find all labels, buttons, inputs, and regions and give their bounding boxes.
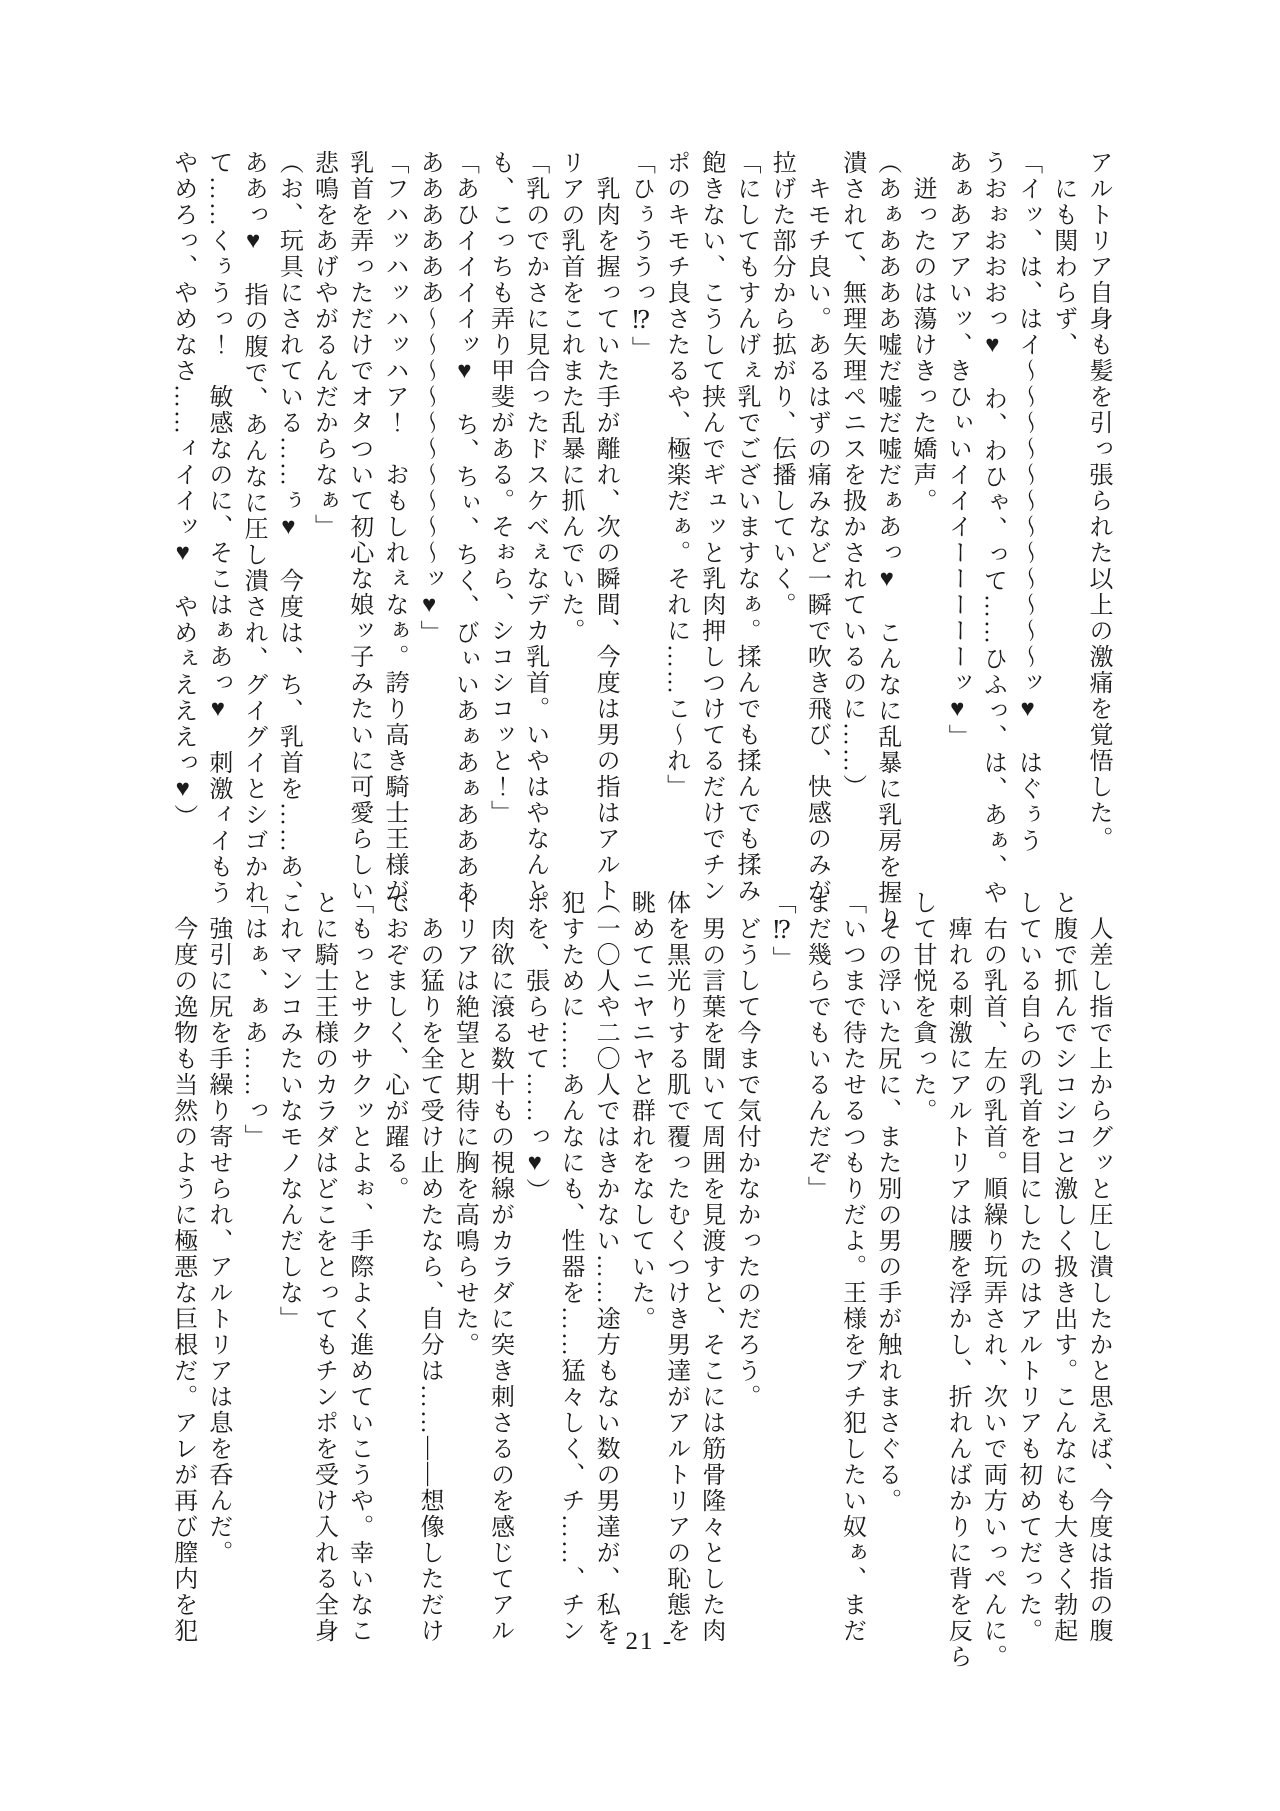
text-column: ポを、張らせて……っ♥） [521,890,548,1204]
text-column: 「ひぅううっ⁉」 [627,150,654,362]
text-column: ポのキモチ良さたるや、極楽だぁ。それに……こ～れ」 [662,150,689,800]
text-column: も、こっちも弄り甲斐がある。そぉら、シコシコッと！」 [486,150,513,826]
text-column: 男の言葉を聞いて周囲を見渡すと、そこには筋骨隆々とした肉 [697,916,724,1644]
text-column: 迸ったのは蕩けきった嬌声。 [908,176,935,514]
text-column: 体を黒光りする肌で覆ったむくつけき男達がアルトリアの恥態を [662,890,689,1644]
text-column: にも関わらず、 [1049,176,1076,358]
text-column: その浮いた尻に、また別の男の手が触れまさぐる。 [873,916,900,1514]
text-column: 「もっとサクサクッとよぉ、手際よく進めていこうや。幸いなこ [345,890,372,1644]
text-column: 「イッ、は、はイ～～～～～～～～～～～～ッ♥ はぐぅう [1014,150,1041,854]
text-column: あぁあアアいッ、きひぃいイイイーーーーーッ♥」 [944,150,971,750]
text-column: やめろっ、やめなさ……ィイイッ♥ やめぇえええっ♥） [169,150,196,830]
text-column: どうして今まで気付かなかったのだろう。 [732,916,759,1410]
text-column: して甘悦を貪った。 [908,890,935,1124]
text-column: まだ幾らでもいるんだぞ」 [803,890,830,1202]
text-column: 犯すために……あんなにも、性器を……猛々しく、チ……、チン [556,890,583,1644]
text-column: あの猛りを全て受け止めたなら、自分は……――想像しただけ [416,916,443,1644]
text-column: 肉欲に滾る数十もの視線がカラダに突き刺さるのを感じてアル [486,916,513,1644]
text-column: 今度の逸物も当然のように極悪な巨根だ。アレが再び膣内を犯 [169,916,196,1644]
text-column: 強引に尻を手繰り寄せられ、アルトリアは息を呑んだ。 [204,916,231,1566]
text-column: （あぁああああ嘘だ嘘だ嘘だぁあっ♥ こんなに乱暴に乳房を握り [873,150,900,932]
text-column: これマンコみたいなモノなんだしな」 [275,890,302,1332]
text-column: （一〇人や二〇人ではきかない……途方もない数の男達が、私を [592,890,619,1644]
text-column: 痺れる刺激にアルトリアは腰を浮かし、折れんばかりに背を反ら [944,916,971,1670]
text-column: 眺めてニヤニヤと群れをなしていた。 [627,890,654,1332]
text-column: 「あひイイイイッ♥ ち、ちぃ、ちく、びぃいあぁあぁああああ [451,150,478,906]
text-column: 乳肉を握っていた手が離れ、次の瞬間、今度は男の指はアルト [592,176,619,904]
text-column: 「乳のでかさに見合ったドスケベぇなデカ乳首。いやはやなんと [521,150,548,904]
text-column: て……くぅうっ！ 敏感なのに、そこはぁあっ♥ 刺激ィイもう [204,150,231,906]
text-column: トリアは絶望と期待に胸を高鳴らせた。 [451,890,478,1358]
text-column: ああっ♥ 指の腹で、あんなに圧し潰され、グイグイとシゴかれ [240,150,267,906]
page-number: - 21 - [606,1628,674,1655]
text-column: 「フハッハッハッハア！ おもしれぇなぁ。誇り高き騎士王様が、 [380,150,407,930]
upper-text-band [165,150,1115,932]
text-column: 「⁉」 [768,890,795,972]
text-column: 悲鳴をあげやがるんだからなぁ」 [310,150,337,540]
text-column: でおぞましく、心が躍る。 [380,890,407,1202]
text-column: アルトリア自身も髪を引っ張られた以上の激痛を覚悟した。 [1085,150,1111,852]
text-column: 潰されて、無理矢理ペニスを扱かされているのに……） [838,150,865,800]
text-column: している自らの乳首を目にしたのはアルトリアも初めてだった。 [1014,890,1041,1644]
text-column: 飽きない、こうして挟んでギュッと乳肉押しつけてるだけでチン [697,150,724,904]
text-column: ああああああ～～～～～～～～～～ッ♥」 [416,150,443,646]
text-column: とに騎士王様のカラダはどこをとってもチンポを受け入れる全身 [310,890,337,1644]
text-column: 「はぁ、ぁあ……っ」 [240,890,267,1150]
text-column: リアの乳首をこれまた乱暴に抓んでいた。 [556,150,583,644]
text-column: キモチ良い。あるはずの痛みなど一瞬で吹き飛び、快感のみが [803,176,830,904]
text-column: 「いつまで待たせるつもりだよ。王様をブチ犯したい奴ぁ、まだ [838,890,865,1644]
text-column: 拉げた部分から拡がり、伝播していく。 [768,150,795,618]
text-column: 「にしてもすんげぇ乳でございますなぁ。揉んでも揉んでも揉み [732,150,759,904]
text-column: 乳首を弄っただけでオタついて初心な娘ッ子みたいに可愛らしい [345,150,372,904]
text-column: （お、玩具にされている……ぅ♥ 今度は、ち、乳首を……あ、 [275,150,302,906]
text-column: 右の乳首、左の乳首。順繰り玩弄され、次いで両方いっぺんに。 [979,916,1006,1670]
text-column: と腹で抓んでシコシコと激しく扱き出す。こんなにも大きく勃起 [1049,890,1076,1644]
text-column: うおぉおおおっ♥ わ、わひゃ、って……ひふっ、は、あぁ、や [979,150,1006,906]
text-column: 人差し指で上からグッと圧し潰したかと思えば、今度は指の腹 [1085,916,1111,1644]
